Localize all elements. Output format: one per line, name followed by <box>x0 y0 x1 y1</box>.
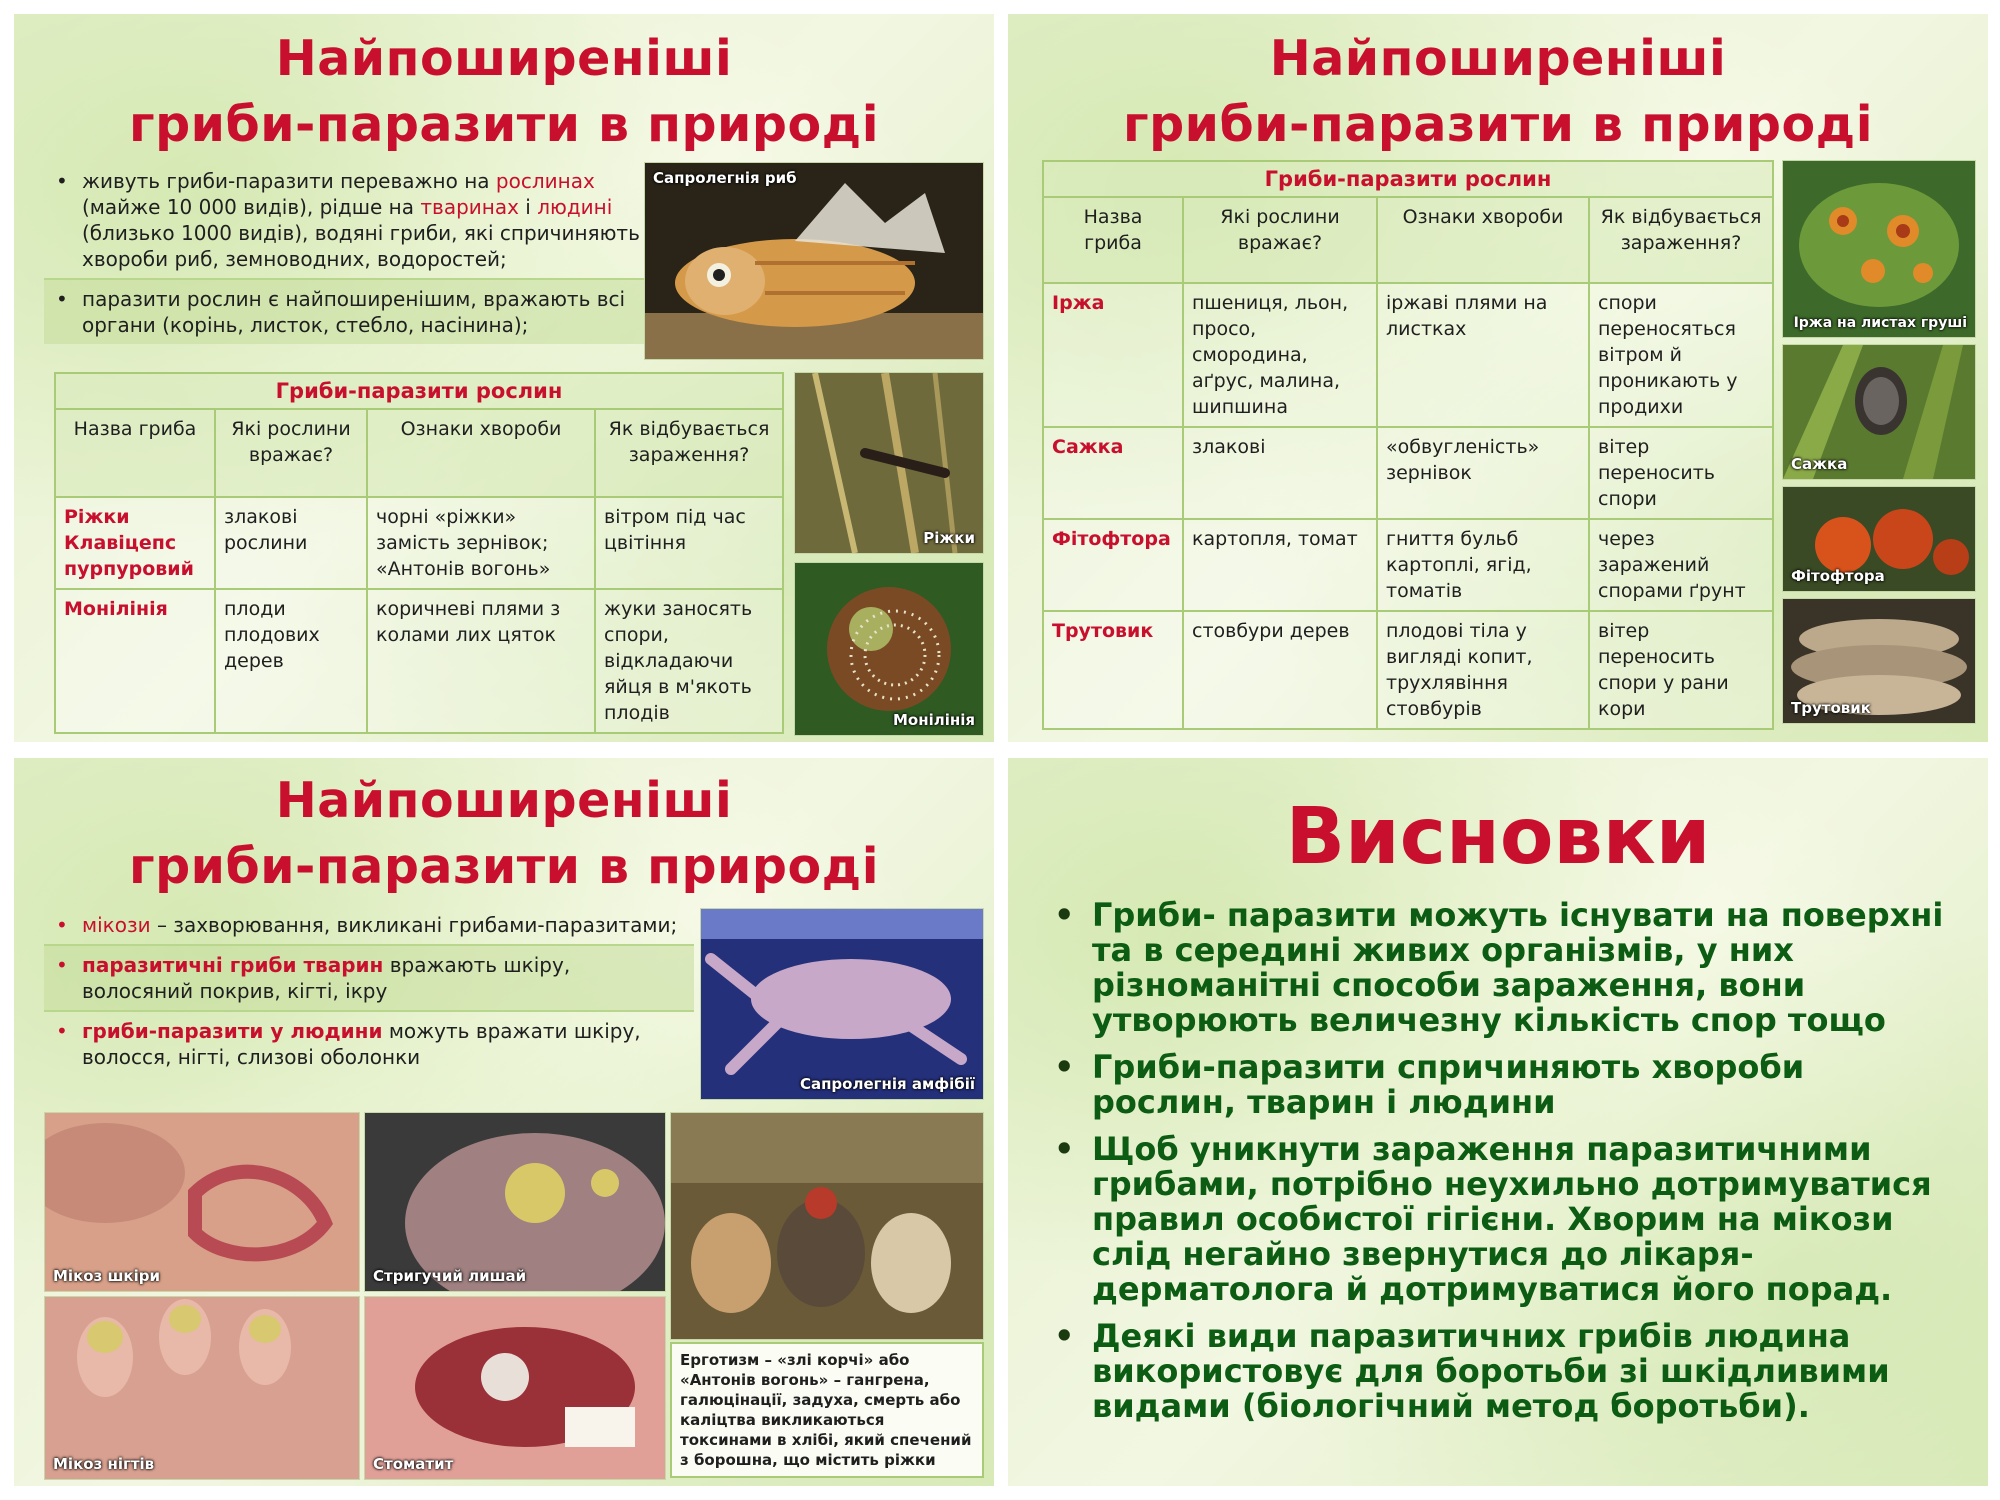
table-row <box>1043 283 1773 427</box>
table-row <box>55 589 783 733</box>
bullet-item: • мікози – захворювання, викликані грибами-паразитами; <box>56 913 678 937</box>
table-cell: Фітофтора <box>1043 519 1183 611</box>
table-header: Назва гриба <box>1043 197 1183 283</box>
table-row <box>1043 427 1773 519</box>
slide-1 <box>14 14 994 742</box>
table-cell: Іржа <box>1043 283 1183 427</box>
conclusion-item: • Гриби-паразити спричиняють хвороби рослин, тварин і людини <box>1054 1048 1805 1121</box>
table-header-row <box>55 409 783 497</box>
ergotism-caption: Ерготизм – «злі корчі» або «Антонів вогонь» – гангрена, галюцінації, задуха, смерть або каліцтва викликаються токсинами в хлібі, який спечений з борошна, що містить ріжки <box>670 1342 984 1478</box>
table-cell: картопля, томат <box>1183 519 1377 611</box>
table-cell: Трутовик <box>1043 611 1183 729</box>
table-cell: злакові рослини <box>215 497 367 589</box>
ergot-photo: Ріжки <box>794 372 984 554</box>
table-cell: вітром під час цвітіння <box>595 497 783 589</box>
smut-photo: Сажка <box>1782 344 1976 480</box>
slide-2 <box>1008 14 1988 742</box>
slide-3-title: Найпоширеніші гриби-паразити в природі <box>129 772 879 895</box>
bullet-item: • гриби-паразити у людини можуть вражати шкіру, волосся, нігті, слизові оболонки <box>44 1010 694 1076</box>
conclusion-item: • Щоб уникнути зараження паразитичними грибами, потрібно неухильно дотримуватися правил особистої гігієни. Хворим на мікози слід негайно звернутися до лікаря-дерматолога й дотримуватися його порад. <box>1054 1130 1932 1308</box>
table-header: Як відбувається зараження? <box>595 409 783 497</box>
table-header: Ознаки хвороби <box>367 409 595 497</box>
table-cell: чорні «ріжки» замість зернівок; «Антонів вогонь» <box>367 497 595 589</box>
ergotism-painting <box>670 1112 984 1340</box>
fish-saprolegnia-photo: Сапролегнія риб <box>644 162 984 360</box>
table-header: Які рослини вражає? <box>1183 197 1377 283</box>
table-header: Які рослини вражає? <box>215 409 367 497</box>
table-cell: Ріжки Клавіцепс пурпуровий <box>55 497 215 589</box>
table-header: Назва гриба <box>55 409 215 497</box>
table-caption: Гриби-паразити рослин <box>55 373 783 409</box>
skin-mycosis-photo: Мікоз шкіри <box>44 1112 360 1292</box>
table-cell: іржаві плями на листках <box>1377 283 1589 427</box>
table-cell: злакові <box>1183 427 1377 519</box>
ringworm-photo: Стригучий лишай <box>364 1112 666 1292</box>
slide-2-title: Найпоширеніші гриби-паразити в природі <box>1123 30 1873 153</box>
table-row <box>55 497 783 589</box>
table-row <box>1043 611 1773 729</box>
table-cell: через заражений спорами ґрунт <box>1589 519 1773 611</box>
conclusions-title: Висновки <box>1285 792 1711 882</box>
table-cell: стовбури дерев <box>1183 611 1377 729</box>
table-cell: Монілінія <box>55 589 215 733</box>
table-cell: плодові тіла у вигляді копит, трухлявіння стовбурів <box>1377 611 1589 729</box>
conclusion-item: • Гриби- паразити можуть існувати на поверхні та в середині живих організмів, у них різноманітні способи зараження, вони утворюють величезну кількість спор тощо <box>1054 896 1944 1039</box>
table-cell: пшениця, льон, просо, смородина, аґрус, малина, шипшина <box>1183 283 1377 427</box>
phytophthora-photo: Фітофтора <box>1782 486 1976 592</box>
table-cell: плоди плодових дерев <box>215 589 367 733</box>
slide-1-title: Найпоширеніші гриби-паразити в природі <box>129 30 879 153</box>
table-header: Ознаки хвороби <box>1377 197 1589 283</box>
table-cell: вітер переносить спори у рани кори <box>1589 611 1773 729</box>
table-cell: спори переносяться вітром й проникають у продихи <box>1589 283 1773 427</box>
stomatitis-photo: Стоматит <box>364 1296 666 1480</box>
slide-1-bullets <box>44 162 656 344</box>
bullet-item: • паразити рослин є найпоширенішим, вражають всі органи (корінь, листок, стебло, насінина); <box>44 278 656 344</box>
conclusion-item: • Деякі види паразитичних грибів людина використовує для боротьби зі шкідливими видами (біологічний метод боротьби). <box>1054 1317 1890 1425</box>
slide-1-fungi-table <box>54 372 784 734</box>
table-cell: «обвугленість» зернівок <box>1377 427 1589 519</box>
polypore-photo: Трутовик <box>1782 598 1976 724</box>
table-cell: гниття бульб картоплі, ягід, томатів <box>1377 519 1589 611</box>
slide-2-fungi-table <box>1042 160 1774 730</box>
rust-photo: Іржа на листах груші <box>1782 160 1976 338</box>
slide-4 <box>1008 758 1988 1486</box>
table-header: Як відбувається зараження? <box>1589 197 1773 283</box>
table-header-row <box>1043 197 1773 283</box>
frog-saprolegnia-photo: Сапролегнія амфібії <box>700 908 984 1100</box>
table-cell: коричневі плями з колами лих цяток <box>367 589 595 733</box>
table-caption: Гриби-паразити рослин <box>1043 161 1773 197</box>
nail-mycosis-photo: Мікоз нігтів <box>44 1296 360 1480</box>
slide-3-bullets <box>44 906 694 1076</box>
table-cell: жуки заносять спори, відкладаючи яйця в м'якоть плодів <box>595 589 783 733</box>
table-cell: вітер переносить спори <box>1589 427 1773 519</box>
table-cell: Сажка <box>1043 427 1183 519</box>
bullet-item: • паразитичні гриби тварин вражають шкіру, волосяний покрив, кігті, ікру <box>44 944 694 1010</box>
bullet-item: • живуть гриби-паразити переважно на рослинах (майже 10 000 видів), рідше на тваринах і людині (близько 1000 видів), водяні гриби, які спричиняють хвороби риб, земноводних, водоростей; <box>56 169 640 271</box>
monilia-photo: Монілінія <box>794 562 984 736</box>
slide-3 <box>14 758 994 1486</box>
conclusions-list <box>1054 898 1954 1436</box>
table-row <box>1043 519 1773 611</box>
